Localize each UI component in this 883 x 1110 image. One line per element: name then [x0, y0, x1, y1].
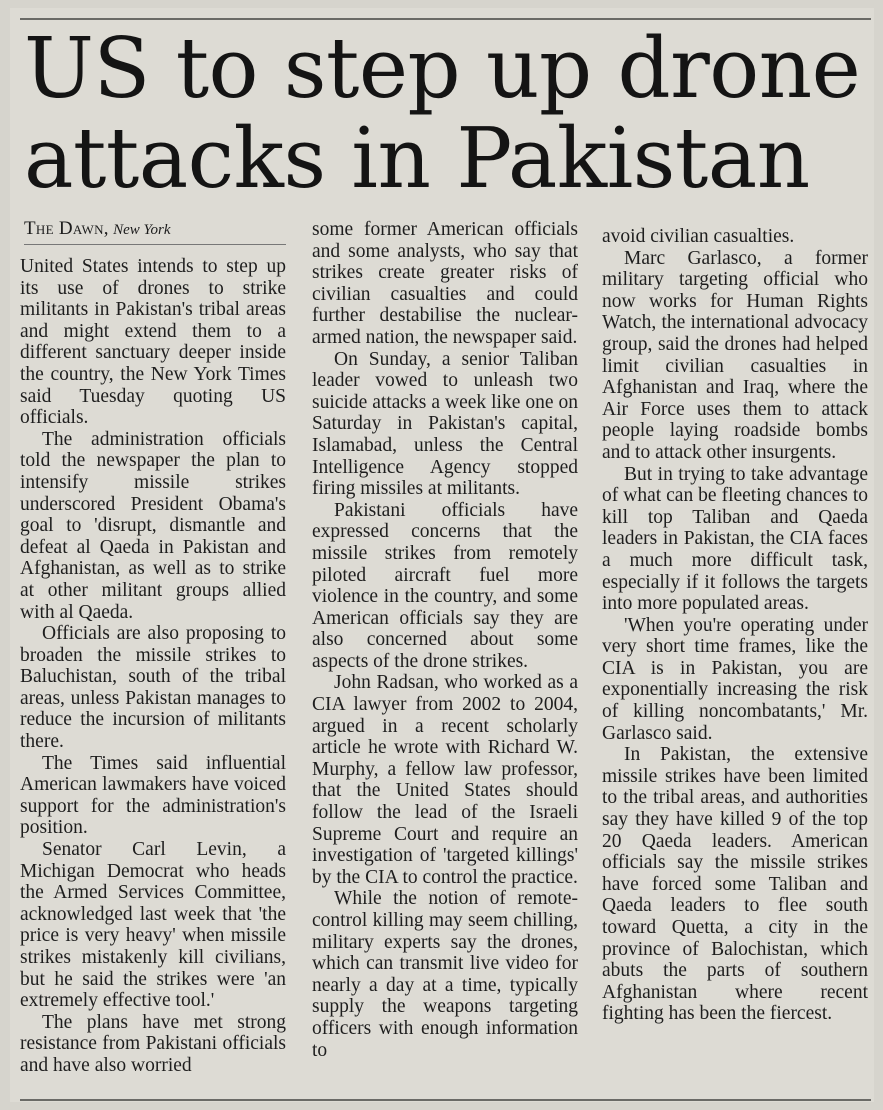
headline: US to step up drone attacks in Pakistan — [24, 20, 861, 207]
paragraph: 'When you're operating under very short time frames, like the CIA is in Pakistan, you are exponentially increasing the risk of killing noncombatants,' Mr. Garlasco said. — [602, 614, 868, 744]
paragraph: Officials are also proposing to broaden the missile strikes to Baluchistan, south of the tribal areas, unless Pakistan manages to reduce the incursion of militants there. — [20, 623, 286, 753]
paragraph: John Radsan, who worked as a CIA lawyer from 2002 to 2004, argued in a recent scholarly article he wrote with Richard W. Murphy, a fellow law professor, that the United States should follow the lead of the Israeli Supreme Court and require an investigation of 'targeted killings' by the CIA to control the practice. — [312, 672, 578, 888]
paragraph: The administration officials told the newspaper the plan to intensify missile strikes underscored President Obama's goal to 'disrupt, dismantle and defeat al Qaeda in Pakistan and Afghanistan, as well as to strike at other militant groups allied with al Qaeda. — [20, 428, 286, 623]
paragraph: While the notion of remote-control killing may seem chilling, military experts say the drones, which can transmit live video for nearly a day at a time, typically supply the weapons targeting officers with enough information to — [312, 888, 578, 1061]
paragraph: Senator Carl Levin, a Michigan Democrat who heads the Armed Services Committee, acknowledged last week that 'the price is very heavy' when missile strikes mistakenly kill civilians, but he said the strikes were 'an extremely effective tool.' — [20, 839, 286, 1012]
article-column-2 — [312, 219, 578, 1061]
paragraph: Marc Garlasco, a former military targeting official who now works for Human Rights Watch, the international advocacy group, said the drones had helped limit civilian casualties in Afghanistan and Iraq, where the Air Force uses them to attack people laying roadside bombs and to attack other insurgents. — [602, 247, 868, 463]
paragraph: In Pakistan, the extensive missile strikes have been limited to the tribal areas, and authorities say they have killed 9 of the top 20 Qaeda leaders. American officials say the missile strikes have forced some Taliban and Qaeda leaders to flee south toward Quetta, a city in the province of Balochistan, which abuts the parts of southern Afghanistan where recent fighting has been the fiercest. — [602, 744, 868, 1025]
byline-source: The Dawn, — [24, 218, 109, 239]
article-column-1 — [20, 256, 286, 1077]
byline — [24, 218, 286, 245]
article-column-3 — [602, 226, 868, 1025]
paragraph: The Times said influential American lawmakers have voiced support for the administration's position. — [20, 752, 286, 839]
paragraph: some former American officials and some analysts, who say that strikes create greater risks of civilian casualties and could further destabilise the nuclear-armed nation, the newspaper said. — [312, 219, 578, 348]
paragraph: avoid civilian casualties. — [602, 226, 795, 247]
paragraph: But in trying to take advantage of what can be fleeting chances to kill top Taliban and Qaeda leaders in Pakistan, the CIA faces a much more difficult task, especially if it follows the targets into more populated areas. — [602, 463, 868, 615]
bottom-rule — [20, 1099, 871, 1101]
paragraph: United States intends to step up its use of drones to strike militants in Pakistan's tribal areas and might extend them to a different sanctuary deeper inside the country, the New York Times said Tuesday quoting US officials. — [20, 256, 286, 429]
byline-location: New York — [113, 222, 171, 238]
paragraph: The plans have met strong resistance from Pakistani officials and have also worried — [20, 1011, 286, 1076]
paragraph: Pakistani officials have expressed concerns that the missile strikes from remotely piloted aircraft fuel more violence in the country, and some American officials say they are also concerned about some aspects of the drone strikes. — [312, 499, 578, 672]
paragraph: On Sunday, a senior Taliban leader vowed to unleash two suicide attacks a week like one on Saturday in Pakistan's capital, Islamabad, unless the Central Intelligence Agency stopped firing missiles at militants. — [312, 348, 578, 500]
